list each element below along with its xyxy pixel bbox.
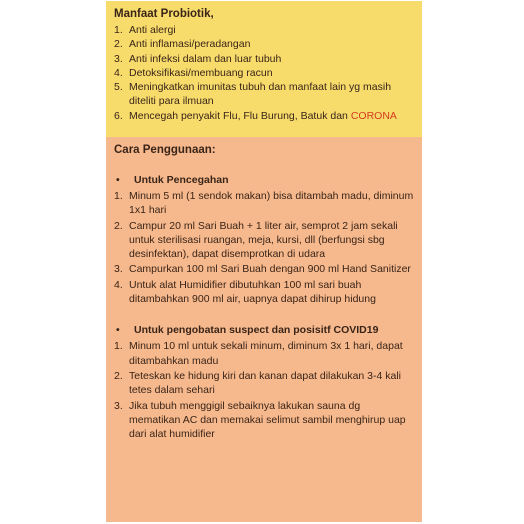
manfaat-section xyxy=(106,1,422,137)
item-text: Anti inflamasi/peradangan xyxy=(129,38,251,51)
item-number: 5. xyxy=(114,81,123,94)
pengobatan-heading xyxy=(114,323,414,337)
list-item xyxy=(114,278,414,307)
pencegahan-list xyxy=(114,189,414,306)
spacer xyxy=(114,307,414,323)
item-text: Campur 20 ml Sari Buah + 1 liter air, semprot 2 jam sekali untuk sterilisasi ruangan, meja, kursi, dll (berfungsi sbg desinfektan), dapat disemprotkan di udara xyxy=(129,219,398,261)
item-text: Jika tubuh menggigil sebaiknya lakukan sauna dg mematikan AC dan memakai selimut sambil menghirup uap dari alat humidifier xyxy=(129,399,406,441)
list-item xyxy=(114,189,414,218)
cara-title: Cara Penggunaan: xyxy=(114,144,216,156)
manfaat-list xyxy=(114,23,414,123)
pengobatan-title: Untuk pengobatan suspect dan posisitf COVID19 xyxy=(134,324,379,337)
bullet-icon: • xyxy=(116,324,120,337)
list-item xyxy=(114,339,414,368)
item-text: Mencegah penyakit Flu, Flu Burung, Batuk dan xyxy=(129,109,351,122)
item-text: Anti infeksi dalam dan luar tubuh xyxy=(129,52,282,65)
list-item xyxy=(114,52,414,66)
list-item xyxy=(114,219,414,262)
item-text: Untuk alat Humidifier dibutuhkan 100 ml sari buah ditambahkan 900 ml air, uapnya dapat dihirup hidung xyxy=(129,278,376,306)
item-text: Minum 10 ml untuk sekali minum, diminum 3x 1 hari, dapat ditambahkan madu xyxy=(129,340,403,367)
list-item xyxy=(114,37,414,51)
corona-highlight: CORONA xyxy=(350,109,397,122)
list-item xyxy=(114,80,414,109)
bullet-icon: • xyxy=(116,174,120,186)
list-item xyxy=(114,369,414,398)
item-number: 6. xyxy=(114,109,123,122)
item-number: 1. xyxy=(114,190,123,202)
item-text: Meningkatkan imunitas tubuh dan manfaat lain yg masih diteliti para ilmuan xyxy=(129,81,392,108)
manfaat-title: Manfaat Probiotik, xyxy=(114,8,214,20)
item-text: Minum 5 ml (1 sendok makan) bisa ditambah madu, diminum 1x1 hari xyxy=(129,190,414,217)
item-number: 3. xyxy=(114,263,123,276)
item-number: 3. xyxy=(114,399,123,412)
item-number: 4. xyxy=(114,278,123,291)
list-item xyxy=(114,109,414,123)
item-number: 1. xyxy=(114,24,123,36)
list-item xyxy=(114,66,414,80)
pencegahan-title: Untuk Pencegahan xyxy=(134,174,229,186)
item-text: Anti alergi xyxy=(129,24,176,36)
item-number: 2. xyxy=(114,38,123,51)
cara-section xyxy=(106,137,422,441)
item-number: 3. xyxy=(114,52,123,65)
list-item xyxy=(114,262,414,276)
item-text-wrapper xyxy=(129,109,414,123)
item-number: 2. xyxy=(114,369,123,382)
list-item xyxy=(114,23,414,37)
item-number: 1. xyxy=(114,340,123,353)
item-text: Campurkan 100 ml Sari Buah dengan 900 ml Hand Sanitizer xyxy=(129,263,411,276)
item-text: Detoksifikasi/membuang racun xyxy=(129,66,273,79)
list-item xyxy=(114,399,414,442)
item-number: 2. xyxy=(114,219,123,232)
item-number: 4. xyxy=(114,66,123,79)
item-text: Teteskan ke hidung kiri dan kanan dapat dilakukan 3-4 kali tetes dalam sehari xyxy=(129,369,402,397)
info-card xyxy=(106,1,422,522)
pengobatan-list xyxy=(114,339,414,441)
pencegahan-heading xyxy=(114,173,414,187)
